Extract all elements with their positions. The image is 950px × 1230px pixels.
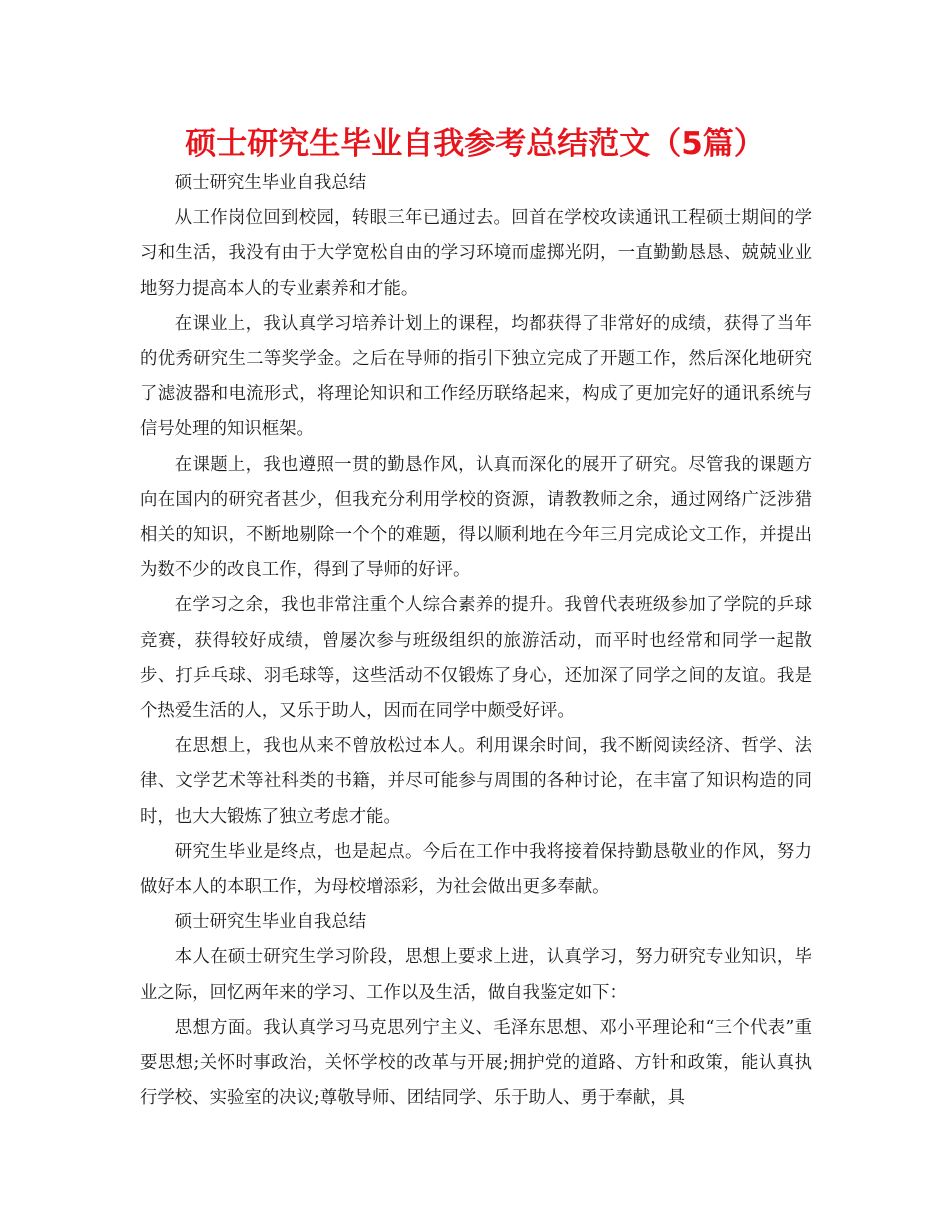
section-heading: 硕士研究生毕业自我总结 [174,173,367,193]
body-paragraph: 在课业上，我认真学习培养计划上的课程，均都获得了非常好的成绩，获得了当年的优秀研究生二等奖学金。之后在导师的指引下独立完成了开题工作，然后深化地研究了滤波器和电流形式，将理论知识和工作经历联络起来，构成了更加完好的通讯系统与信号处理的知识框架。 [140,313,812,440]
section-heading: 硕士研究生毕业自我总结 [174,912,367,933]
document-title: 硕士研究生毕业自我参考总结范文（5篇） [185,126,765,162]
body-paragraph: 在学习之余，我也非常注重个人综合素养的提升。我曾代表班级参加了学院的乒球竞赛，获得较好成绩，曾屡次参与班级组织的旅游活动，而平时也经常和同学一起散步、打乒乓球、羽毛球等，这些活动不仅锻炼了身心，还加深了同学之间的友谊。我是个热爱生活的人，又乐于助人，因而在同学中颇受好评。 [140,595,812,722]
body-paragraph: 本人在硕士研究生学习阶段，思想上要求上进，认真学习，努力研究专业知识，毕业之际，回忆两年来的学习、工作以及生活，做自我鉴定如下： [140,947,812,1003]
body-paragraph: 思想方面。我认真学习马克思列宁主义、毛泽东思想、邓小平理论和“三个代表”重要思想;关怀时事政治，关怀学校的改革与开展;拥护党的道路、方针和政策，能认真执行学校、实验室的决议;尊敬导师、团结同学、乐于助人、勇于奉献，具 [140,1017,812,1109]
body-paragraph: 从工作岗位回到校园，转眼三年已通过去。回首在学校攻读通讯工程硕士期间的学习和生活，我没有由于大学宽松自由的学习环境而虚掷光阴，一直勤勤恳恳、兢兢业业地努力提高本人的专业素养和才能。 [140,208,812,299]
document-body [140,166,812,1116]
body-paragraph: 研究生毕业是终点，也是起点。今后在工作中我将接着保持勤恳敬业的作风，努力做好本人的本职工作，为母校增添彩，为社会做出更多奉献。 [140,841,812,898]
body-paragraph: 在课题上，我也遵照一贯的勤恳作风，认真而深化的展开了研究。尽管我的课题方向在国内的研究者甚少，但我充分利用学校的资源，请教教师之余，通过网络广泛涉猎相关的知识，不断地剔除一个个的难题，得以顺利地在今年三月完成论文工作，并提出为数不少的改良工作，得到了导师的好评。 [140,454,812,581]
body-paragraph: 在思想上，我也从来不曾放松过本人。利用课余时间，我不断阅读经济、哲学、法律、文学艺术等社科类的书籍，并尽可能参与周围的各种讨论，在丰富了知识构造的同时，也大大锻炼了独立考虑才能。 [140,736,812,827]
